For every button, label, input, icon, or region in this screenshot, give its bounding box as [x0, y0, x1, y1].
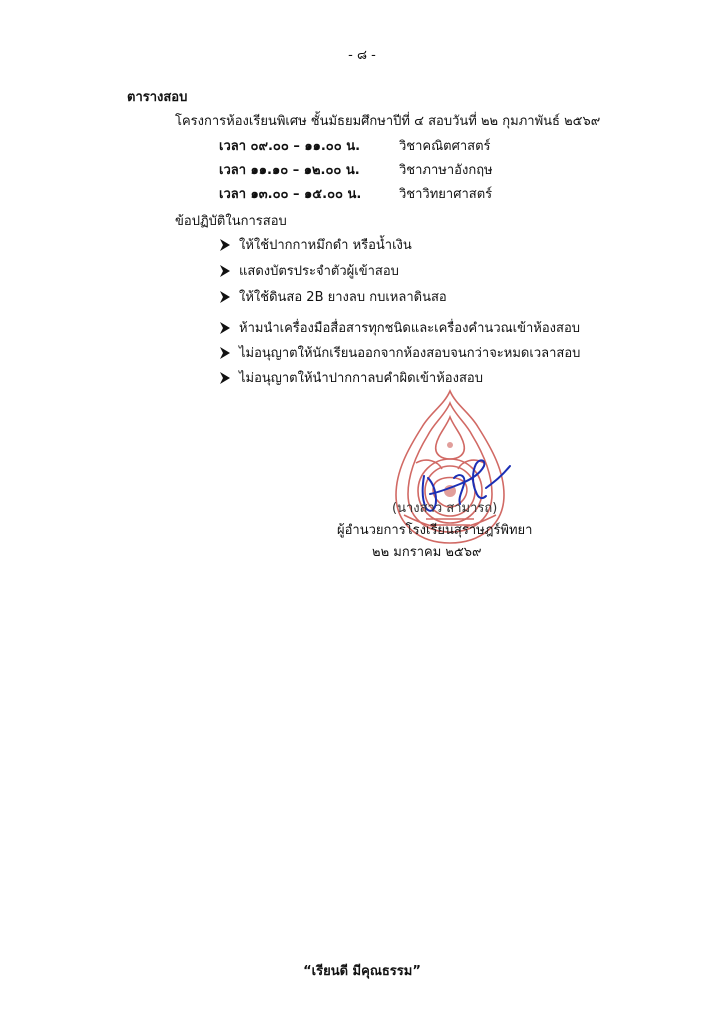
slot-time: เวลา ๑๓.๐๐ – ๑๕.๐๐ น. [219, 187, 362, 202]
arrowhead-bullet-icon [219, 371, 231, 385]
rule-item [219, 234, 412, 255]
arrowhead-bullet-icon [219, 238, 231, 252]
arrowhead-bullet-icon [219, 264, 231, 278]
sign-date: ๒๒ มกราคม ๒๕๖๙ [372, 545, 482, 560]
rule-text: แสดงบัตรประจำตัวผู้เข้าสอบ [239, 264, 399, 279]
arrowhead-bullet-icon [219, 346, 231, 360]
rules-title: ข้อปฏิบัติในการสอบ [175, 214, 287, 229]
slot-subject: วิชาวิทยาศาสตร์ [399, 187, 493, 202]
rule-text: ไม่อนุญาตให้นำปากกาลบคำผิดเข้าห้องสอบ [239, 371, 483, 386]
rule-item [219, 286, 447, 307]
rule-item [219, 317, 580, 338]
arrowhead-bullet-icon [219, 321, 231, 335]
signer-name: (นางสาว สามารถ) [392, 501, 498, 516]
arrowhead-bullet-icon [219, 290, 231, 304]
rule-text: ให้ใช้ปากกาหมึกดำ หรือน้ำเงิน [239, 238, 412, 253]
schedule-intro: โครงการห้องเรียนพิเศษ ชั้นมัธยมศึกษาปีที่ ๔ สอบวันที่ ๒๒ กุมภาพันธ์ ๒๕๖๙ [175, 114, 601, 129]
slot-subject: วิชาภาษาอังกฤษ [399, 163, 493, 178]
rule-text: ห้ามนำเครื่องมือสื่อสารทุกชนิดและเครื่องคำนวณเข้าห้องสอบ [239, 321, 581, 336]
signer-title: ผู้อำนวยการโรงเรียนสุราษฎร์พิทยา [337, 523, 533, 538]
rule-item [219, 367, 483, 388]
rule-item [219, 260, 399, 281]
page-number: - ๘ - [348, 48, 376, 63]
school-motto: “เรียนดี มีคุณธรรม” [303, 964, 421, 979]
rule-text: ไม่อนุญาตให้นักเรียนออกจากห้องสอบจนกว่าจะหมดเวลาสอบ [239, 346, 581, 361]
slot-time: เวลา ๑๑.๑๐ – ๑๒.๐๐ น. [219, 163, 360, 178]
schedule-title: ตารางสอบ [127, 90, 188, 105]
rule-text: ให้ใช้ดินสอ 2B ยางลบ กบเหลาดินสอ [239, 290, 447, 305]
slot-time: เวลา ๐๙.๐๐ – ๑๑.๐๐ น. [219, 139, 361, 154]
slot-subject: วิชาคณิตศาสตร์ [399, 139, 491, 154]
rule-item [219, 342, 580, 363]
